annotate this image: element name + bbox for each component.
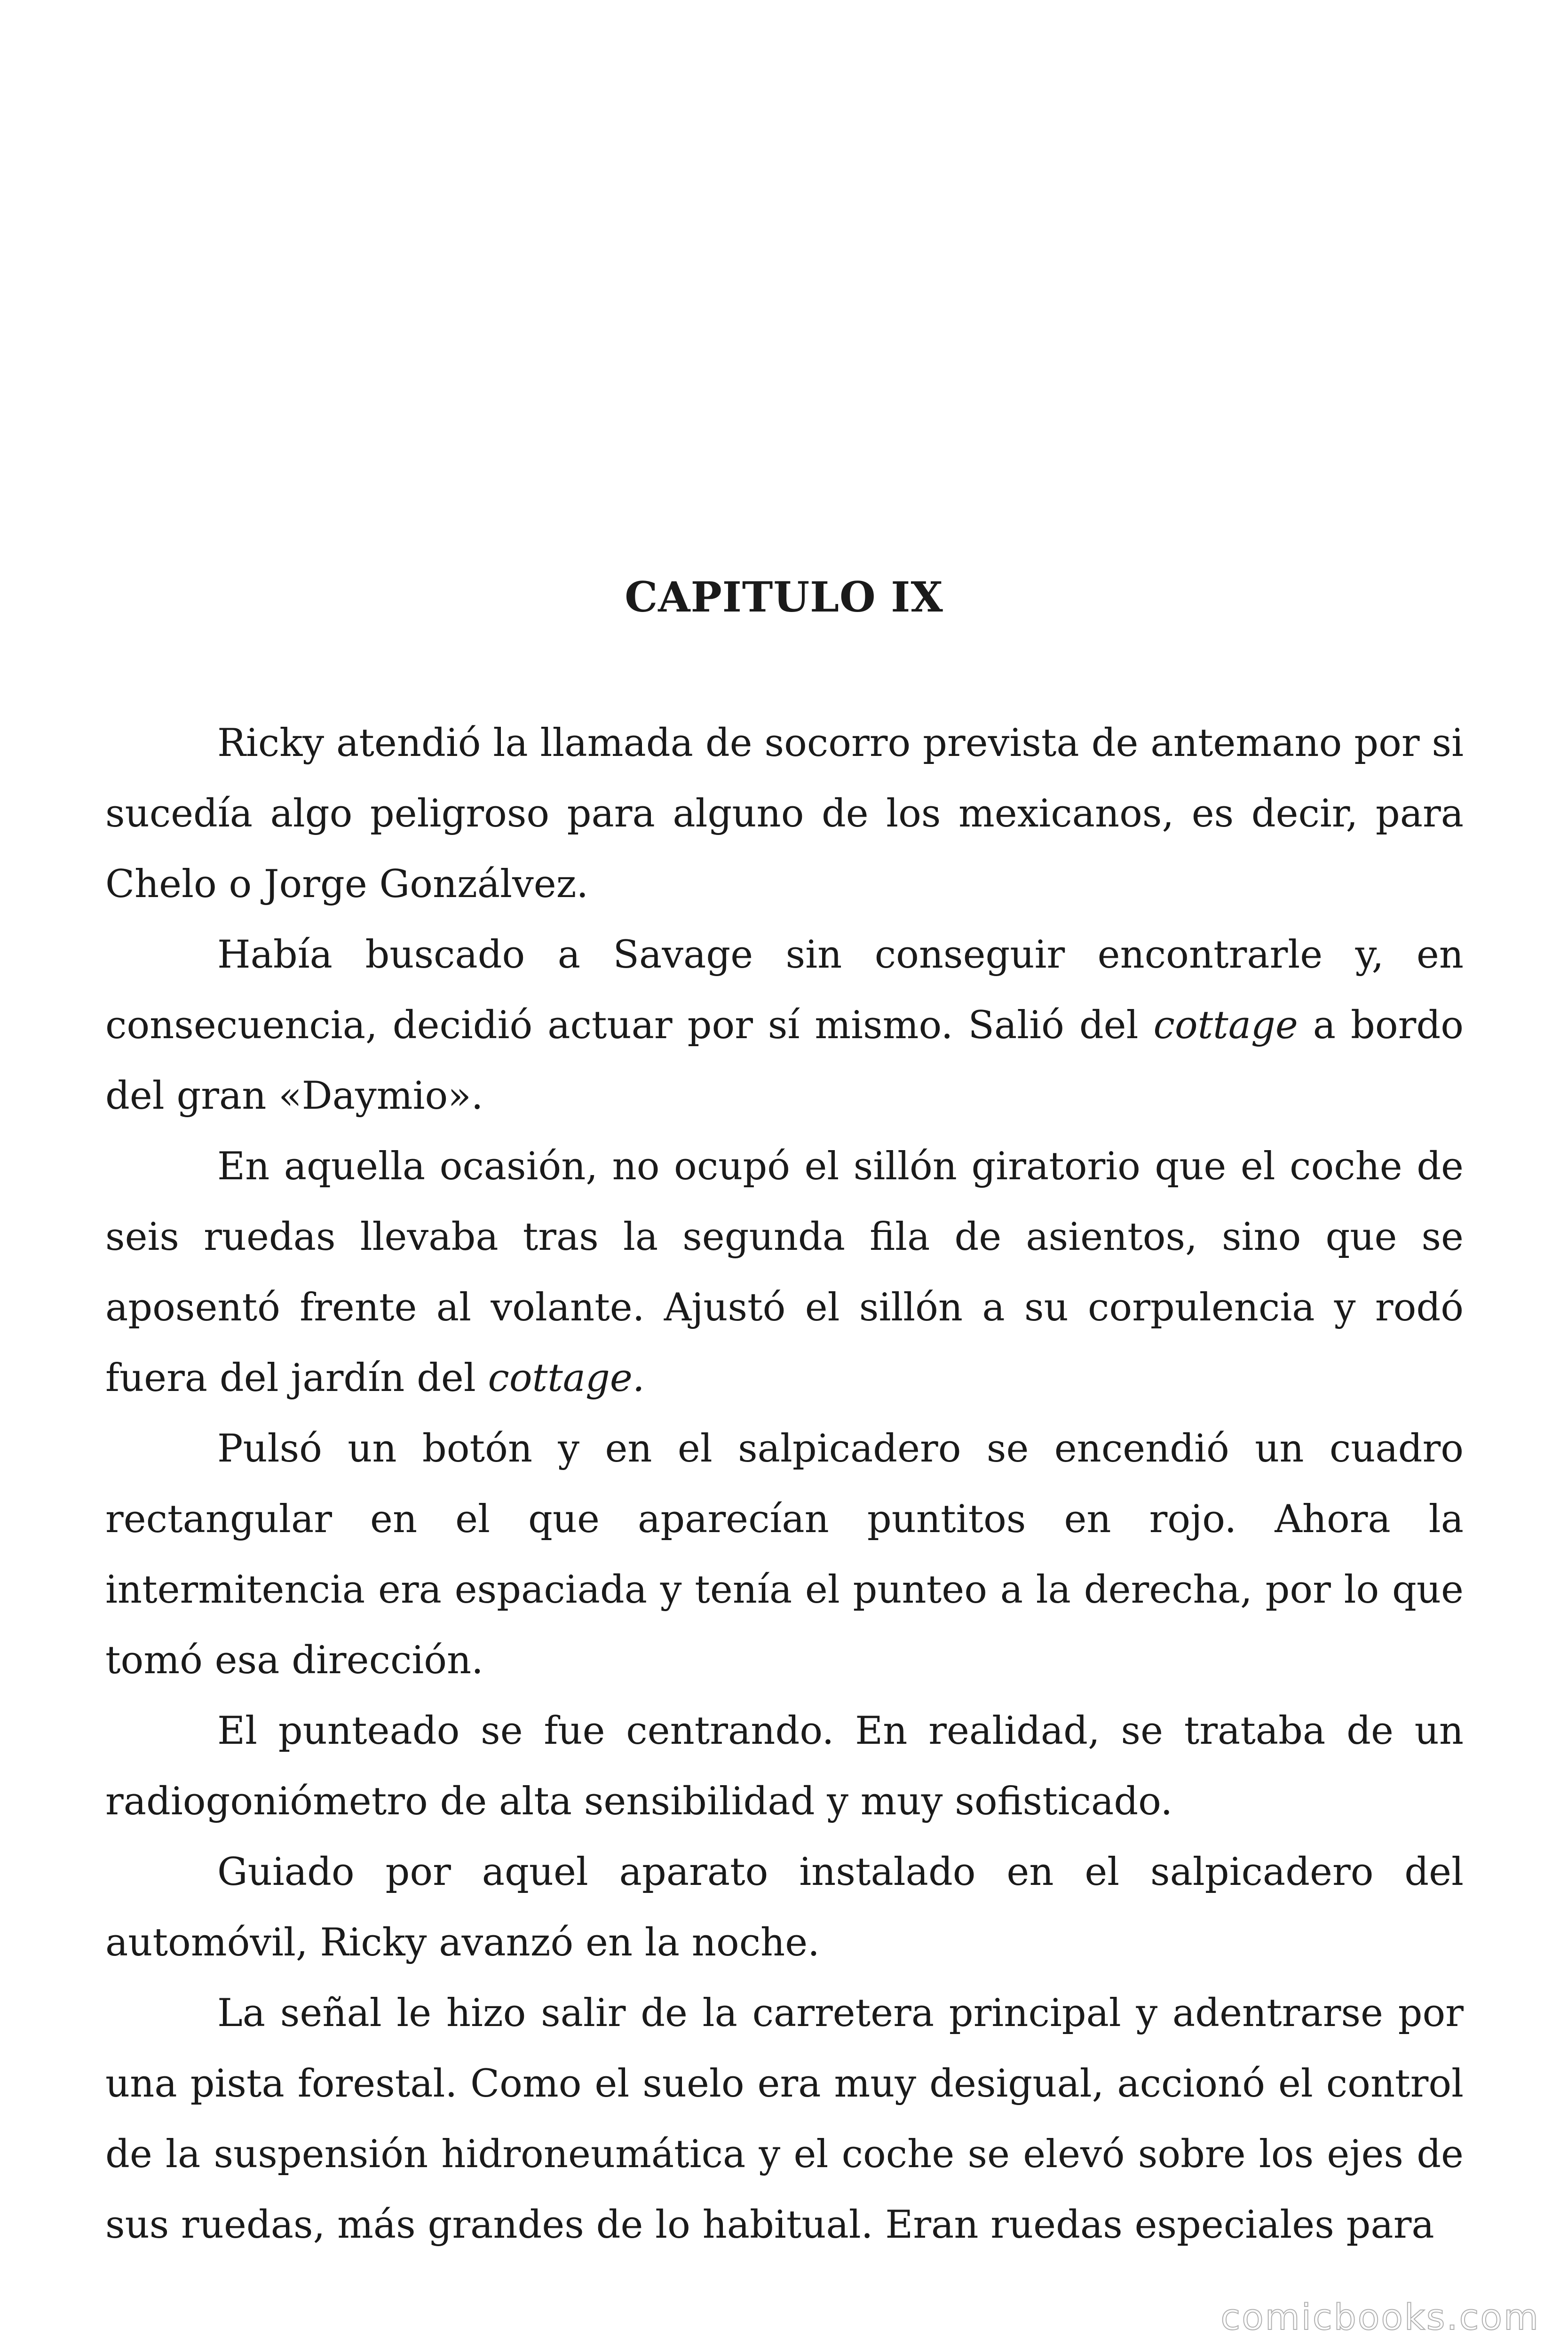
chapter-title: CAPITULO IX [625,572,943,621]
text-segment: Guiado por aquel aparato instalado en el salpicadero del automóvil, Ricky avanzó en la noche. [105,1850,1464,1965]
paragraph [105,1978,1464,2260]
paragraph [105,1696,1464,1837]
text-segment: a bordo del gran «Daymio». [105,1003,1464,1118]
paragraph [105,1131,1464,1414]
paragraph [105,1414,1464,1696]
text-segment: En aquella ocasión, no ocupó el sillón giratorio que el coche de seis ruedas llevaba tras la segunda fila de asientos, sino que se aposentó frente al volante. Ajustó el sillón a su corpulencia y rodó fuera del jardín del [105,1144,1464,1400]
paragraph [105,708,1464,920]
text-segment: Había buscado a Savage sin conseguir encontrarle y, en consecuencia, decidió actuar por sí mismo. Salió del [105,933,1464,1048]
text-segment: El punteado se fue centrando. En realidad, se trataba de un radiogoniómetro de alta sensibilidad y muy sofisticado. [105,1709,1464,1824]
chapter-body [105,708,1464,2260]
text-segment: Ricky atendió la llamada de socorro prevista de antemano por si sucedía algo peligroso para alguno de los mexicanos, es decir, para Chelo o Jorge Gonzálvez. [105,721,1464,906]
paragraph [105,920,1464,1131]
italic-term: cottage. [488,1356,645,1400]
watermark: comicbooks.com [1220,2296,1540,2338]
text-segment: Pulsó un botón y en el salpicadero se encendió un cuadro rectangular en el que aparecían puntitos en rojo. Ahora la intermitencia era espaciada y tenía el punteo a la derecha, por lo que tomó esa dirección. [105,1427,1464,1683]
paragraph [105,1837,1464,1978]
italic-term: cottage [1153,1003,1298,1048]
text-segment: La señal le hizo salir de la carretera principal y adentrarse por una pista forestal. Como el suelo era muy desigual, accionó el control de la suspensión hidroneumática y el coche se elevó sobre los ejes de sus ruedas, más grandes de lo habitual. Eran ruedas especiales para [105,1991,1464,2247]
